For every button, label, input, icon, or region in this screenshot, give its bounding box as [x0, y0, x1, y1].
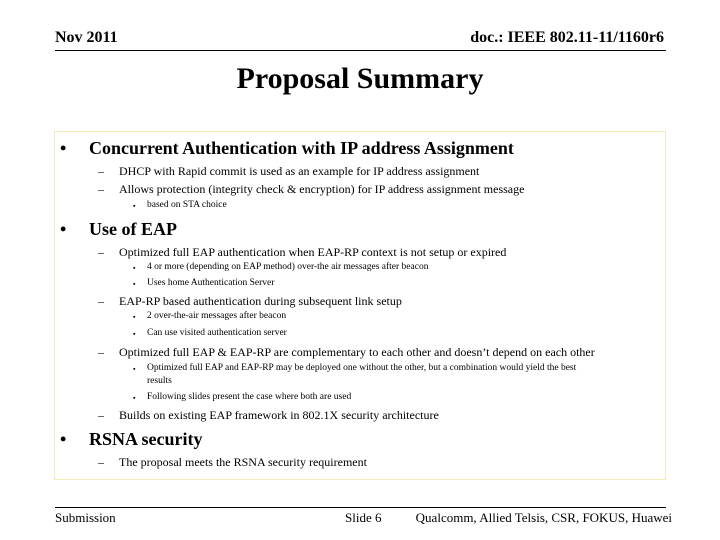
s2-item4-dash: –	[98, 408, 104, 422]
s3-item1-text: The proposal meets the RSNA security requirement	[119, 455, 367, 469]
s1-item2-sub1-text: based on STA choice	[147, 200, 227, 210]
s2-item2-sub1-text: 2 over-the-air messages after beacon	[147, 311, 287, 321]
s2-item3-dash: –	[98, 345, 104, 359]
s2-item2-sub2-text: Can use visited authentication server	[147, 328, 287, 338]
s2-item4-text: Builds on existing EAP framework in 802.1X security architecture	[119, 408, 439, 422]
header-rule	[55, 50, 666, 51]
s2-item1-sub1-text: 4 or more (depending on EAP method) over-the air messages after beacon	[147, 262, 429, 272]
s1-item2-text: Allows protection (integrity check & encryption) for IP address assignment message	[119, 182, 525, 196]
s3-item1-dash: –	[98, 455, 104, 469]
footer-authors: Qualcomm, Allied Telsis, CSR, FOKUS, Huawei	[415, 510, 672, 525]
s2-item2-sub1-bullet: ▪	[133, 313, 136, 321]
s2-item1-text: Optimized full EAP authentication when EAP-RP context is not setup or expired	[119, 245, 507, 259]
s2-item3-sub1-bullet: ▪	[133, 365, 136, 373]
header-date: Nov 2011	[55, 29, 118, 46]
s2-item2-dash: –	[98, 294, 104, 308]
section-1-bullet: •	[60, 138, 67, 158]
section-2-bullet: •	[60, 219, 67, 239]
s2-item1-sub2-text: Uses home Authentication Server	[147, 278, 275, 288]
s2-item3-sub2-bullet: ▪	[133, 394, 136, 402]
s1-item2-sub1-bullet: ▪	[133, 202, 136, 210]
footer-slide-number: Slide 6	[345, 510, 382, 525]
section-2-heading: Use of EAP	[89, 219, 177, 239]
s2-item1-sub2-bullet: ▪	[133, 280, 136, 288]
s2-item3-text: Optimized full EAP & EAP-RP are complementary to each other and doesn’t depend on each other	[119, 345, 595, 359]
section-3-bullet: •	[60, 429, 67, 449]
s2-item3-sub1-text: Optimized full EAP and EAP-RP may be deployed one without the other, but a combination would yield the best	[147, 363, 577, 373]
s2-item2-text: EAP-RP based authentication during subsequent link setup	[119, 294, 402, 308]
s2-item3-sub1-cont: results	[147, 376, 172, 386]
s1-item2-dash: –	[98, 182, 104, 196]
s2-item1-dash: –	[98, 245, 104, 259]
footer-submission: Submission	[55, 510, 116, 525]
header-doc-id: doc.: IEEE 802.11-11/1160r6	[470, 29, 664, 46]
section-1-heading: Concurrent Authentication with IP address Assignment	[89, 138, 514, 158]
s1-item1-dash: –	[98, 164, 104, 178]
s2-item1-sub1-bullet: ▪	[133, 264, 136, 272]
footer-rule	[55, 507, 666, 508]
section-3-heading: RSNA security	[89, 429, 203, 449]
s2-item3-sub2-text: Following slides present the case where both are used	[147, 392, 352, 402]
slide-title: Proposal Summary	[236, 62, 484, 95]
s2-item2-sub2-bullet: ▪	[133, 330, 136, 338]
s1-item1-text: DHCP with Rapid commit is used as an example for IP address assignment	[119, 164, 480, 178]
